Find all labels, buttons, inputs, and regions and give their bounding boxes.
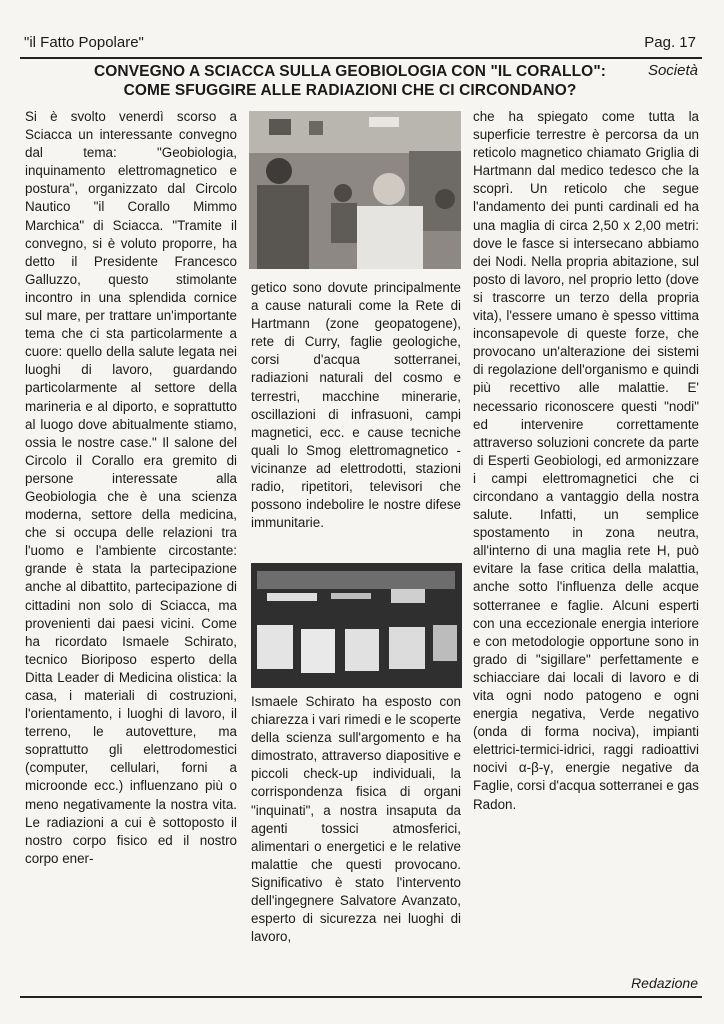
article-column-3: che ha spiegato come tutta la superficie terrestre è percorsa da un reticolo magnetico chiamato Griglia di Hartmann dal medico tedesco che la scoprì. Un reticolo che segue l'andamento dei punti cardinali ed ha una maglia di circa 2,50 x 2,00 metri: dove le fasce si intersecano abbiamo dei Nodi. Nella propria abitazione, sul posto di lavoro, nel proprio letto (dove si trascorre un terzo della propria vita), l'essere umano è spesso vittima inconsapevole di queste forze, che provocano un'alterazione dei sistemi di regolazione dell'organismo e quindi più recettivo alle malattie. E' necessario riconoscere questi "nodi" ed intervenire correttamente attraverso soluzioni concrete da parte di Esperti Geobiologi, ed armonizzare i campi elettromagnetici che ci circondano a vantaggio della nostra salute. Infatti, un semplice spostamento in zona neutra, all'interno di una maglia rete H, può evitare la fase critica della malattia, anche sotto l'influenza delle acque sotterranee e faglie. Alcuni esperti con una eccezionale energia interiore e con metodologie opportune sono in grado di "sigillare" perfettamente e schiacciare dai locali di lavoro e di vita ogni nodo patogeno e ogni energia negativa, Verde negativo (onda di forma nociva), impianti elettrici-termici-idrici, raggi radioattivi nocivi α-β-γ, energie negative da Faglie, corsi d'acqua sotterranei e gas Radon. bbox=[473, 109, 699, 812]
bottom-rule bbox=[20, 996, 702, 998]
publication-name: "il Fatto Popolare" bbox=[24, 34, 144, 51]
page-header bbox=[20, 34, 702, 54]
byline: Redazione bbox=[631, 975, 698, 991]
headline-line-2: COME SFUGGIRE ALLE RADIAZIONI CHE CI CIRCONDANO? bbox=[123, 82, 577, 99]
article-headline bbox=[70, 62, 630, 100]
top-rule bbox=[20, 57, 702, 59]
article-column-1: Si è svolto venerdì scorso a Sciacca un interessante convegno dal tema: "Geobiologia, inquinamento elettromagnetico e postura", organizzato dal Circolo Nautico "il Corallo Mimmo Marchica" di Sciacca. "Tramite il convegno, si è voluto proporre, ha detto il Presidente Francesco Galluzzo, questo stimolante incontro in una splendida cornice sul mare, per trattare un'importante tema che ci sta particolarmente a cuore: quello della salute legata nei luoghi di lavoro, guardando particolarmente al settore della marineria e al diporto, e soprattutto al luogo dove abitualmente stiamo, ossia le nostre case." Il salone del Circolo il Corallo era gremito di persone interessate alla Geobiologia che è una scienza moderna, settore della medicina, che si occupa delle relazioni tra l'uomo e l'ambiente circostante: grande è stata la partecipazione anche al dibattito, partecipazione di cittadini non solo di Sciacca, ma provenienti dai paesi vicini. Come ha ricordato Ismaele Schirato, tecnico Bioriposo esperto della Ditta Leader di Medicina olistica: la casa, i materiali di costruzioni, l'orientamento, i luoghi di lavoro, il terreno, le autovetture, ma soprattutto gli elettrodomestici (computer, cellulari, forni a microonde ecc.) influenzano più o meno negativamente la nostra vita. Le radiazioni a cui è sottoposto il nostro corpo fisico ed il nostro corpo ener- bbox=[25, 109, 237, 866]
conference-audience-photo bbox=[249, 111, 461, 269]
headline-line-1: CONVEGNO A SCIACCA SULLA GEOBIOLOGIA CON "IL CORALLO": bbox=[93, 63, 607, 80]
section-label: Società bbox=[647, 62, 698, 79]
page-number: Pag. 17 bbox=[644, 34, 696, 51]
conference-photo-illustration bbox=[249, 111, 461, 269]
article-column-2-top: getico sono dovute principalmente a cause naturali come la Rete di Hartmann (zone geopatogene), rete di Curry, faglie geologiche, corsi d'acqua sotterranei, radiazioni naturali del cosmo e terrestri, macchine minerarie, oscillazioni di infrasuoni, campi magnetici, ecc. e cause tecniche quali lo Smog elettromagnetico - vicinanze ad elettrodotti, stazioni radio, ripetitori, televisori che possono indebolire le nostre difese immunitarie. bbox=[251, 280, 461, 531]
exhibit-photo-illustration bbox=[251, 563, 462, 688]
article-column-2-bottom: Ismaele Schirato ha esposto con chiarezza i vari rimedi e le scoperte della scienza sull'argomento e ha dimostrato, attraverso diapositive e piccoli check-up individuali, la corrispondenza fisica di organi "inquinati", a nostra insaputa da agenti tossici atmosferici, alimentari o energetici e le relative malattie che questi provocano. Significativo è stato l'intervento dell'ingegnere Salvatore Avanzato, esperto di sicurezza nei luoghi di lavoro, bbox=[251, 694, 461, 945]
exhibit-display-photo bbox=[251, 563, 462, 688]
